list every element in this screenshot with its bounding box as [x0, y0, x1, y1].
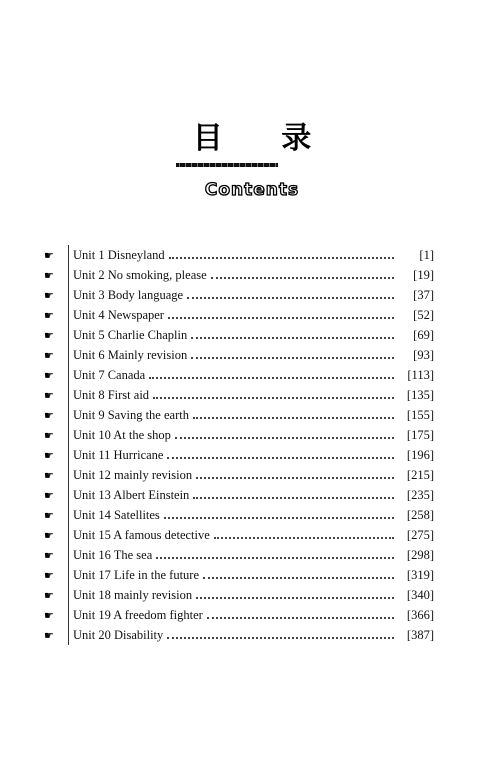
dot-leader	[153, 385, 394, 399]
title-divider	[176, 163, 278, 167]
pointing-hand-icon: ☛	[44, 268, 54, 282]
pointing-hand-icon: ☛	[44, 488, 54, 502]
entry-divider	[68, 465, 69, 485]
dot-leader	[196, 465, 394, 479]
pointing-hand-icon: ☛	[44, 508, 54, 522]
entry-divider	[68, 605, 69, 625]
dot-leader	[196, 585, 394, 599]
toc-entry[interactable]	[44, 445, 434, 465]
toc-entry-label: Unit 11 Hurricane	[73, 447, 164, 462]
toc-entry-page: [113]	[407, 367, 434, 382]
toc-entry-label: Unit 20 Disability	[73, 627, 164, 642]
toc-entry-label: Unit 19 A freedom fighter	[73, 607, 203, 622]
toc-entry-page: [52]	[413, 307, 434, 322]
toc-entry-label: Unit 12 mainly revision	[73, 467, 193, 482]
toc-entry-page: [258]	[406, 507, 434, 522]
pointing-hand-icon: ☛	[44, 608, 54, 622]
dot-leader	[211, 265, 394, 279]
toc-entry[interactable]	[44, 585, 434, 605]
dot-leader	[193, 485, 394, 499]
toc-entry[interactable]	[44, 285, 434, 305]
toc-entry[interactable]	[44, 405, 434, 425]
entry-divider	[68, 365, 69, 385]
toc-entry-label: Unit 3 Body language	[73, 287, 184, 302]
toc-entry-label: Unit 8 First aid	[73, 387, 150, 402]
toc-entry-label: Unit 16 The sea	[73, 547, 153, 562]
toc-entry-label: Unit 10 At the shop	[73, 427, 171, 442]
dot-leader	[167, 625, 394, 639]
page-title-chinese: 目 录	[192, 121, 336, 156]
dot-leader	[191, 345, 394, 359]
pointing-hand-icon: ☛	[44, 628, 54, 642]
toc-entry[interactable]	[44, 545, 434, 565]
dot-leader	[187, 285, 394, 299]
dot-leader	[191, 325, 394, 339]
table-of-contents	[44, 245, 434, 645]
dot-leader	[207, 605, 394, 619]
entry-divider	[68, 425, 69, 445]
pointing-hand-icon: ☛	[44, 348, 54, 362]
toc-entry-label: Unit 4 Newspaper	[73, 307, 164, 322]
pointing-hand-icon: ☛	[44, 408, 54, 422]
pointing-hand-icon: ☛	[44, 528, 54, 542]
dot-leader	[156, 545, 394, 559]
toc-entry[interactable]	[44, 385, 434, 405]
toc-entry-page: [155]	[406, 407, 434, 422]
toc-entry-page: [319]	[406, 567, 434, 582]
pointing-hand-icon: ☛	[44, 588, 54, 602]
entry-divider	[68, 545, 69, 565]
entry-divider	[68, 565, 69, 585]
dot-leader	[193, 405, 394, 419]
toc-entry-page: [93]	[413, 347, 434, 362]
toc-entry-page: [69]	[413, 327, 434, 342]
entry-divider	[68, 245, 69, 265]
toc-entry-page: [340]	[406, 587, 434, 602]
toc-entry-label: Unit 17 Life in the future	[73, 567, 200, 582]
dot-leader	[175, 425, 394, 439]
toc-entry[interactable]	[44, 365, 434, 385]
dot-leader	[168, 305, 394, 319]
toc-entry[interactable]	[44, 265, 434, 285]
toc-entry-page: [135]	[406, 387, 434, 402]
entry-divider	[68, 445, 69, 465]
pointing-hand-icon: ☛	[44, 468, 54, 482]
toc-entry-page: [37]	[413, 287, 434, 302]
pointing-hand-icon: ☛	[44, 308, 54, 322]
pointing-hand-icon: ☛	[44, 448, 54, 462]
toc-entry-page: [1]	[419, 247, 434, 262]
entry-divider	[68, 305, 69, 325]
pointing-hand-icon: ☛	[44, 288, 54, 302]
toc-entry-page: [196]	[406, 447, 434, 462]
pointing-hand-icon: ☛	[44, 428, 54, 442]
entry-divider	[68, 265, 69, 285]
toc-entry[interactable]	[44, 505, 434, 525]
entry-divider	[68, 325, 69, 345]
toc-entry-page: [175]	[406, 427, 434, 442]
entry-divider	[68, 585, 69, 605]
page-title-english: Contents	[204, 180, 300, 200]
dot-leader	[149, 365, 394, 379]
entry-divider	[68, 405, 69, 425]
entry-divider	[68, 285, 69, 305]
entry-divider	[68, 525, 69, 545]
toc-entry-page: [215]	[406, 467, 434, 482]
toc-entry[interactable]	[44, 565, 434, 585]
dot-leader	[203, 565, 394, 579]
toc-entry[interactable]	[44, 425, 434, 445]
toc-entry[interactable]	[44, 245, 434, 265]
toc-entry[interactable]	[44, 465, 434, 485]
toc-entry-page: [366]	[406, 607, 434, 622]
toc-entry-page: [235]	[406, 487, 434, 502]
toc-entry-label: Unit 9 Saving the earth	[73, 407, 189, 422]
toc-entry-label: Unit 18 mainly revision	[73, 587, 193, 602]
toc-entry[interactable]	[44, 305, 434, 325]
entry-divider	[68, 485, 69, 505]
toc-entry[interactable]	[44, 485, 434, 505]
pointing-hand-icon: ☛	[44, 568, 54, 582]
toc-entry[interactable]	[44, 625, 434, 645]
toc-entry-label: Unit 2 No smoking, please	[73, 267, 207, 282]
toc-entry-label: Unit 1 Disneyland	[73, 247, 165, 262]
toc-entry[interactable]	[44, 325, 434, 345]
dot-leader	[214, 525, 394, 539]
toc-entry-label: Unit 14 Satellites	[73, 507, 160, 522]
toc-entry-page: [19]	[413, 267, 434, 282]
toc-entry[interactable]	[44, 345, 434, 365]
dot-leader	[164, 505, 394, 519]
toc-entry-label: Unit 15 A famous detective	[73, 527, 210, 542]
pointing-hand-icon: ☛	[44, 328, 54, 342]
entry-divider	[68, 345, 69, 365]
pointing-hand-icon: ☛	[44, 248, 54, 262]
toc-entry[interactable]	[44, 525, 434, 545]
dot-leader	[169, 245, 394, 259]
entry-divider	[68, 625, 69, 645]
toc-entry[interactable]	[44, 605, 434, 625]
pointing-hand-icon: ☛	[44, 548, 54, 562]
pointing-hand-icon: ☛	[44, 368, 54, 382]
toc-entry-label: Unit 6 Mainly revision	[73, 347, 188, 362]
toc-entry-label: Unit 7 Canada	[73, 367, 146, 382]
pointing-hand-icon: ☛	[44, 388, 54, 402]
toc-entry-page: [275]	[406, 527, 434, 542]
entry-divider	[68, 505, 69, 525]
toc-entry-label: Unit 13 Albert Einstein	[73, 487, 190, 502]
toc-entry-page: [387]	[406, 627, 434, 642]
entry-divider	[68, 385, 69, 405]
toc-entry-label: Unit 5 Charlie Chaplin	[73, 327, 188, 342]
dot-leader	[167, 445, 394, 459]
toc-entry-page: [298]	[406, 547, 434, 562]
